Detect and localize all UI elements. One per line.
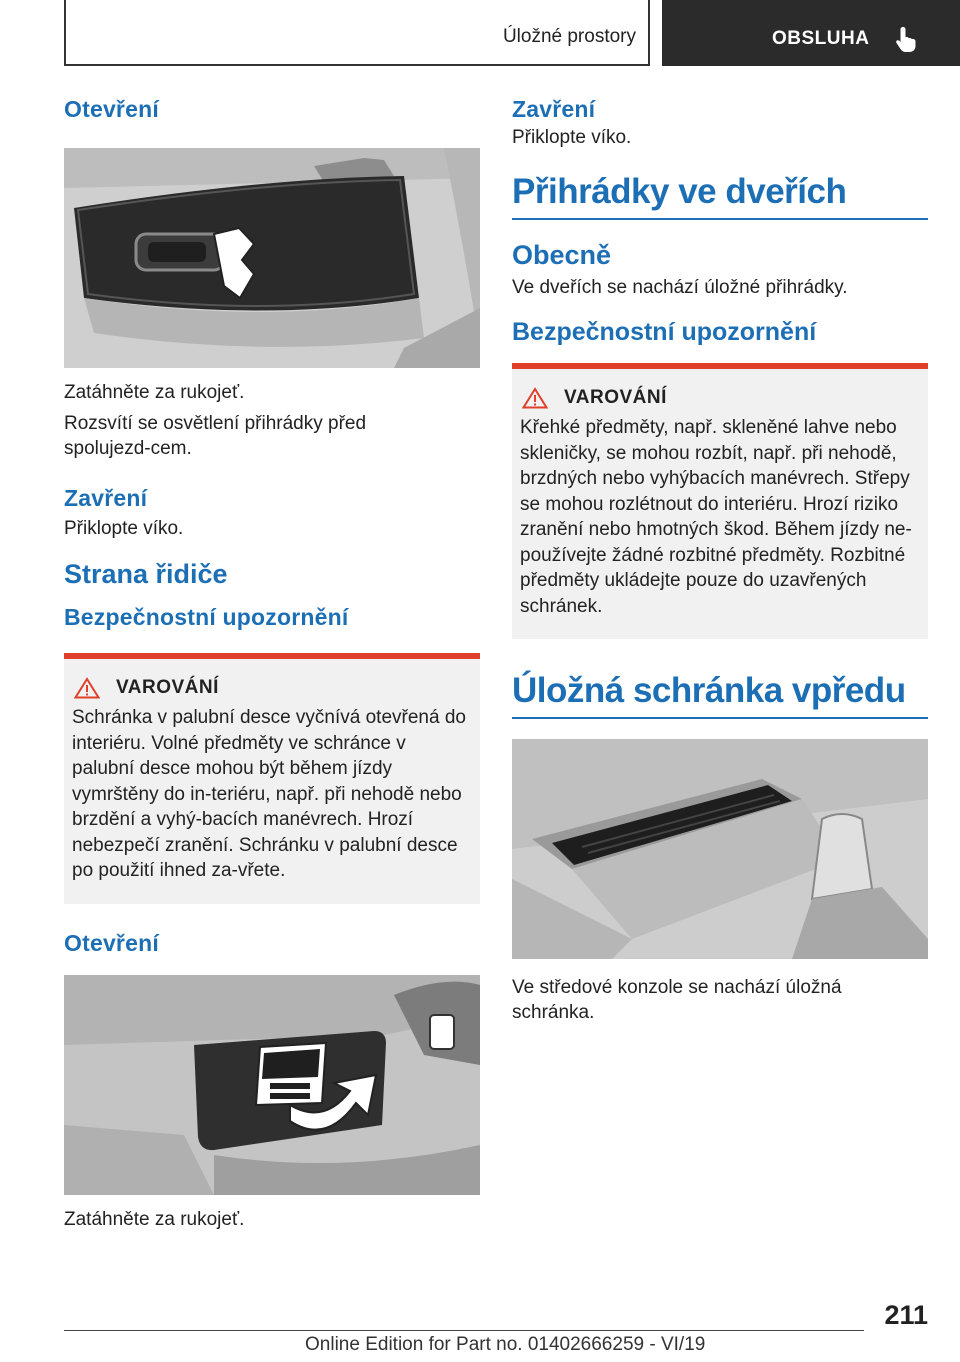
text-general: Ve dveřích se nachází úložné přihrádky. <box>512 277 848 298</box>
warning-text: Schránka v palubní desce vyčnívá otevřená do interiéru. Volné předměty ve schránce v palubní desce mohou být během jízdy vymrštěny do in-teriéru, např. při nehodě nebo brzdění a vyhý-bacích manévrech. Hrozí nebezpečí zranění. Schránku v palubní desce po použití ihned za-vřete. <box>72 707 466 881</box>
heading-front-storage-wrap <box>512 671 928 719</box>
caption-console-storage: Ve středové konzole se nachází úložná schránka. <box>512 977 842 1023</box>
figure-center-console <box>512 739 928 959</box>
heading-close-driver: Zavření <box>512 96 596 122</box>
heading-open-driver: Otevření <box>64 929 159 956</box>
figure-glovebox-passenger <box>64 148 480 368</box>
warning-box <box>64 653 480 904</box>
heading-door-compartments: Přihrádky ve dveřích <box>512 172 847 211</box>
header-chapter-label: OBSLUHA <box>772 28 870 49</box>
header-section-title: Úložné prostory <box>502 26 636 47</box>
heading-driver-side: Strana řidiče <box>64 559 228 589</box>
warning-text-door: Křehké předměty, např. skleněné lahve nebo skleničky, se mohou rozbít, např. při nehodě, brzdných nebo vyhýbacích manévrech. Střepy se mohou rozlétnout do interiéru. Hrozí riziko zranění nebo hmotných škod. Během jízdy ne-používejte žádné rozbitné předměty. Rozbitné předměty ukládejte pouze do uzavřených schránek. <box>520 417 912 617</box>
caption-pull-handle: Zatáhněte za rukojeť. <box>64 382 245 403</box>
text-close-lid-driver: Přiklopte víko. <box>512 127 632 148</box>
page-number: 211 <box>884 1300 928 1330</box>
text-light-on: Rozsvítí se osvětlení přihrádky před spolujezd-cem. <box>64 413 367 459</box>
footer-rule <box>64 1330 864 1331</box>
warning-box-door <box>512 363 928 639</box>
header-divider <box>648 0 650 66</box>
heading-safety-notes: Bezpečnostní upozornění <box>64 604 349 630</box>
heading-door-compartments-wrap <box>512 172 928 220</box>
warning-title: VAROVÁNÍ <box>116 677 219 698</box>
heading-close-glovebox: Zavření <box>64 485 148 511</box>
right-column <box>512 96 928 1025</box>
heading-general: Obecně <box>512 240 612 270</box>
figure-driver-compartment <box>64 975 480 1195</box>
warning-triangle-icon <box>522 387 548 409</box>
center-console-illustration <box>512 739 928 959</box>
caption-pull-handle-driver: Zatáhněte za rukojeť. <box>64 1208 245 1230</box>
heading-open-glovebox: Otevření <box>64 96 159 122</box>
warning-title-door: VAROVÁNÍ <box>564 387 667 408</box>
left-column <box>64 96 480 1232</box>
glovebox-illustration <box>64 148 480 368</box>
header-rule <box>64 64 650 66</box>
header-chapter-tab[interactable] <box>662 0 960 66</box>
driver-compartment-illustration <box>64 975 480 1195</box>
text-close-lid: Přiklopte víko. <box>64 518 184 539</box>
heading-front-storage: Úložná schránka vpředu <box>512 671 906 710</box>
hand-pointer-icon <box>894 25 920 53</box>
header-left-bar <box>64 0 66 66</box>
footer-edition: Online Edition for Part no. 01402666259 - VI/19 <box>305 1334 706 1355</box>
heading-safety-notes-door: Bezpečnostní upozornění <box>512 318 817 346</box>
warning-triangle-icon <box>74 677 100 699</box>
